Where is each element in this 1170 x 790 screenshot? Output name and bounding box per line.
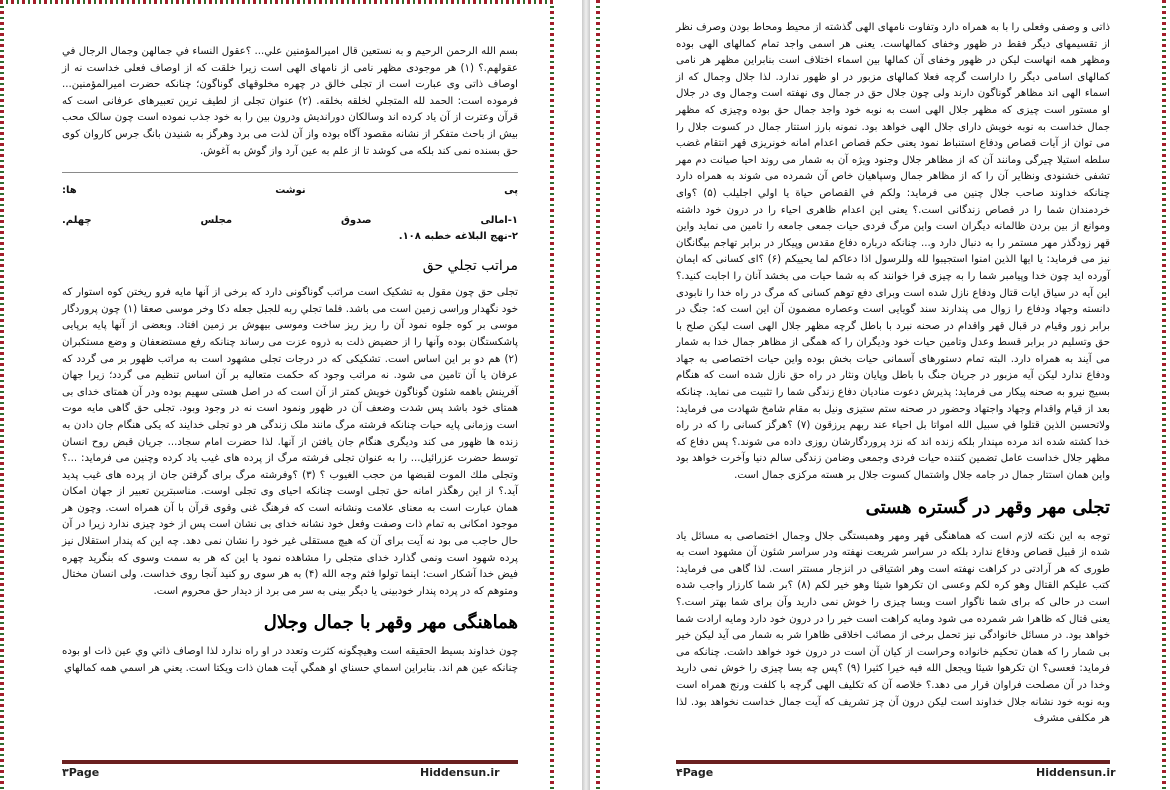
manifestation-paragraph: توجه به این نکته لازم است که هماهنگی قهر ومهر وهمبستگی جلال وجمال اختصاصی به مسائل یاد شده از قبیل قصاص ودفاع ندارد بلکه در سراسر شریعت نهفته ودر سراسر شئون آن مشهود است به طوری که هر آرادتی در کراهت نهفته است وهر اشتیاقی در انزجار مستتر است. لذا گاهی می فرماید: كتب عليكم القتال وهو كره لكم وعسى ان تكرهوا شيئا وهو خير لكم (۸) ؟بر شما کارزار واجب شده است در حالی که برای شما ناگوار است وبسا چیزی را خوش نمی دارید وآن برای شما بهتر است.؟ یعنی قتال که ظاهرا شر شمرده می شود ومایه کراهت است خیر را در درون خود دارد ومایه ارادت شما خواهد بود. در مسائل خانوادگی نیز تحمل برخی از مصائب اخلاقی ظاهرا شر به شمار می آید لیکن خیر بی شمار را که همان تحکیم خانواده وحراست از کیان آن است در درون خود خواهد داشت. چنانکه می فرماید: فعسى؟ ان تكرهوا شيئا ويجعل الله فيه خيرا كثيرا (۹) ؟پس چه بسا چیزی را خوش نمی دارید وخدا در آن مصلحت فراوان قرار می دهد.؟ خلاصه آن که تکلیف الهی گرچه با کلفت ورنج همراه است وبه نوبه خود نشانه جلال خداوند است لیکن درون آن چز تشریف که آیت جمال خداست نخواهد بود. لذا هر مکلفی مشرف xyxy=(676,530,1110,725)
footnote-header-word-3: ها: xyxy=(62,185,77,197)
section-heading-harmony: هماهنگی مهر وقهر با جمال وجلال xyxy=(263,612,518,634)
ref-1-word-4: چهلم. xyxy=(62,215,92,227)
footnote-header-word-1: پی xyxy=(504,185,518,197)
levels-paragraph: تجلی حق چون مقول به تشکیک است مراتب گوناگونی دارد که برخی از آنها مایه فرو ریختن کوه استوار که خود نگهدار وراسی زمین است می باشد. فلما تجلي ربه للجبل جعله دكا وخر موسى صعقا (۱) چون پروردگار موسی بر کوه جلوه نمود آن را ریز ریز ساخت وموسی بیهوش بر زمین افتاد. وبعضی از آنها پایه برپایی پاشکستگان بوده وآنها را از حضیض ذلت به ذروه عزت می رساند چنانکه رفع مستضعفان و وضع مستکبران (۲) هم دو بر این اساس است. تشکیکی که در درجات تجلی مشهود است به مراتب ظهور بر می گردد که عرفان یا آن تامین می شود. نه مراتب وجود که حکمت متعالیه بر آن اساس تنظیم می گردد؛ زیرا جهان آفرینش باهمه شئون گوناگون خویش کمتر از آن است که در اصل هستی سهیم بوده ودر آن همتای خدای بی همتای خود باشد پس شدت وضعف آن در ظهور ونمود است نه در وجود وبود. تجلی حق گاهی مایه موت است وزمانی پایه حیات چنانکه فرشته مرگ مانند ملک زندگی هر دو تجلی خدایند که یکی هنگام جان دادن به زنده ها ظهور می کند ودیگری هنگام جان یافتن از آنها. لذا حضرت امام سجاد... جریان قبض روح انسان توسط حضرت عزرائیل... را به عنوان تجلی فرشته مرگ از پرده های غیب یاد کرده وچنین می فرماید: ...؟ وتجلى ملك الموت لقبضها من حجب الغيوب ؟ (۳) ؟وفرشته مرگ برای گرفتن جان از پرده های غیب پدید آید.؟ از این رهگذر امانه حق تجلی اوست چنانکه احیای وی تجلی اوست. مناسبترین تعبیر از جهان امکان همان عبارت است به معنای علامت ونشانه است که فرهنگ غنی وقوی قرآن با آن همراه است. وچون هر موجود امکانی به تمام ذات وصفت وفعل خود نشانه خدای بی نشان است پس از خود چیزی ندارد زیرا در آن حال حاجب می بود نه آیت برای آن که هیچ مستقلی غیر خود را نشان نمی دهد. چه این که پندار استقلال نیز پرده شهود است ونمی گذارد خدای متجلی را مشاهده نمود یا این که هر به سمت وسوی که بنگرید چهره فیض خدا آشکار است: اينما تولوا فثم وجه الله (۴) به هر سوی رو کنید آنجا روی خداست. ولی انسان مختال ومتوهم که در پرده پندار خودبینی یا دیگر بینی به سر می برد از دیدار حق محروم است. xyxy=(62,287,518,597)
page-border-top xyxy=(0,0,554,4)
page-3-content xyxy=(62,44,518,678)
page-4 xyxy=(590,0,1170,790)
footnote-header-word-2: نوشت xyxy=(275,185,306,197)
page-border-right xyxy=(1162,0,1166,790)
page-border-left xyxy=(596,0,600,790)
page-4-content xyxy=(676,20,1110,728)
site-name: Hiddensun.ir xyxy=(420,766,500,779)
ref-1-word-2: صدوق xyxy=(340,215,372,227)
page-border-left xyxy=(0,0,4,790)
page-border-right xyxy=(550,0,554,790)
section-heading-levels: مراتب تجلي حق xyxy=(422,258,518,275)
footnote-header xyxy=(62,183,518,199)
footer-rule xyxy=(62,760,518,764)
jalal-jamal-paragraph: ذاتی و وصفی وفعلی را با به همراه دارد وتفاوت نامهای الهی گذشته از محیط ومحاط بودن وصرف نظر از تقسیمهای دیگر فقط در ظهور وخفای کمالهاست. یعنی هر اسمی واجد تمام کمالهای الهی بوده ومظهر همه انهاست لیکن در ظهور وخفای آن کمالها بین اسماء اختلاف است بنابراین مظهر هر نامی کمالهای اسامی دیگر را داراست گرچه فعلا کمالهای مزبور در او ظهور ندارد. لذا جلال وجمال که از اسماء الهی اند مظاهر گوناگون دارند ولی چون جلال حق در جمال وی نهفته است وجمال وی در جلال او مستور است چیزی که مظهر جلال الهی است به نوبه خود واجد جمال حق بوده وچیزی که مظهر جمال خداست به نوبه خویش دارای جلال الهی خواهد بود. نمونه بارز استتار جمال در کسوت جلال را می توان از آیات قصاص ودفاع استنباط نمود یعنی حکم قصاص اعدام امانه خونریزی قهر انتقام غضب سلطه استیلا چیرگی ومانند آن که از مظاهر جلال وجنود ویژه آن به شمار می روند احیا صیانت دم مهر تشفی خشنودی ونظایر آن را که از مظاهر جمال وسپاهیان خاص آن شمرده می شوند به همراه دارد چنانکه خداوند صاحب جلال چنین می فرماید: ولكم في القصاص حياة يا اولي اجليلب (۵) ؟وای خردمندان شما را در قصاص زندگانی است.؟ یعنی این اعدام ظاهری احیاء را در درون خود داشته وموانع از بین بردن ظالمانه دیگران است واین مرگ فردی حیات جمعی جامعه را تامین می نماید واین قهر زودگذر مهر مستمر را به دنبال دارد و... چنانکه درباره دفاع مقدس وپیکار در برابر تهاجم بیگانگان نیز می فرماید: يا ايها الذين امنوا استجيبوا لله وللرسول اذا دعاكم لما يحييكم (۶) ؟ای کسانی که ایمان آورده اید چون خدا وپیامبر شما را به چیزی فرا خوانند که به شما حیات می بخشد آنان را اجابت کنید.؟ این آیه در سیاق ایات قتال ودفاع نازل شده است وبرای دفع توهم کسانی که مرگ در راه خدا را نابودی دانسته وجهاد ودفاع را زوال می پندارند سند گویایی است وعصاره مضمون آن این است که: جنگ در برابر زور وقیام در قبال قهر واقدام در صحنه نبرد با باطل گرچه مظهر جلال الهی است لیکن صلح با حق وتسلیم در برابر قسط وعدل وتامین حیات خود ودیگران را که همگی از مظاهر جمال خدا به شمار می آیند به همراه دارد. البته تمام دستورهای آسمانی حیات بخش بوده واین حیات اختصاصی به جهاد ودفاع ندارد لیکن آیه مزبور در جریان جنگ با باطل وپایان ونثار در راه حق نازل شده است که هنگام بسیج نیرو به صحنه پیکار می فرماید: پذیرش دعوت منادیان دفاع زندگی شما را تثبیت می نماید. چنانکه بعد از قیام واقدام وجهاد واجتهاد وحضور در صحنه ستم ستیزی ونیل به مقام شامخ شهادت می فرماید: ولاتحسبن الذين قتلوا في سبيل الله امواتا بل احياء عند ربهم يرزقون (۷) ؟هرگز کسانی را که در راه خدا کشته شده اند مرده مپندار بلکه زنده اند که نزد پروردگارشان روزی داده می شوند.؟ پس دفاع که مظهر جلال خداست عامل تضمین کننده حیات فردی وجمعی وضامن زندگی سالم دنیا وآخرت خواهد بود واین همان استتار جمال در جامه جلال واشتمال کسوت جلال بر هسته مرکزی جمال است. xyxy=(676,22,1110,482)
page-gutter xyxy=(582,0,590,790)
ref-1-word-3: مجلس xyxy=(200,215,233,227)
page-number: ۴Page xyxy=(676,766,714,779)
ref-1-word-1: ۱-امالی xyxy=(480,215,518,227)
harmony-paragraph: چون خداوند بسيط الحقيقه است وهيچگونه كثرت وتعدد در او راه ندارد لذا اوصاف ذاتي وي عين ذات او بوده چنانكه عين هم اند. بنابراين اسماي حسناي او همگي آيت همان ذات ويكتا است. يعني هر اسمي همه كمالهاي xyxy=(62,646,518,675)
ref-2: ۲-نهج البلاغه خطبه ۱۰۸. xyxy=(398,231,518,243)
page-3-footer xyxy=(0,760,582,780)
footnote-references xyxy=(62,213,518,245)
page-number: ۳Page xyxy=(62,766,100,779)
section-heading-manifestation: تجلی مهر وقهر در گستره هستی xyxy=(865,496,1110,518)
intro-paragraph: بسم الله الرحمن الرحيم و به نستعين قال اميرالمؤمنين علي... ؟عقول النساء في جمالهن وجمال الرجال في عقولهم.؟ (۱) هر موجودی مظهر نامی از نامهای الهی است زیرا خلقت که از اوصاف فعلی خداست نه از اوصاف ذاتی وی عبارت است از تجلی خالق در چهره مخلوقهای گوناگون؛ چنانکه حضرت امیرالمؤمنین... فرموده است: الحمد لله المتجلي لخلقه بخلقه. (۲) عنوان تجلی از لطیف ترین تعبیرهای عرفانی است که قرآن وعترت از آن یاد کرده اند وسالکان دوراندیش ودرون بین را به خود جذب نموده است چون سالک محب بیش از باحث متفکر از نشانه مقصود آگاه بوده واز آن لذت می برد وهرگز به شنیدن بانگ جرس کاروان کوی حق بسنده نمی کند بلکه می کوشد تا از علم به عین آرد واز گوش به آغوش. xyxy=(62,46,518,157)
site-name: Hiddensun.ir xyxy=(1036,766,1116,779)
page-3 xyxy=(0,0,582,790)
footer-rule xyxy=(676,760,1110,764)
page-4-footer xyxy=(590,760,1170,780)
footnote-separator xyxy=(62,172,518,173)
